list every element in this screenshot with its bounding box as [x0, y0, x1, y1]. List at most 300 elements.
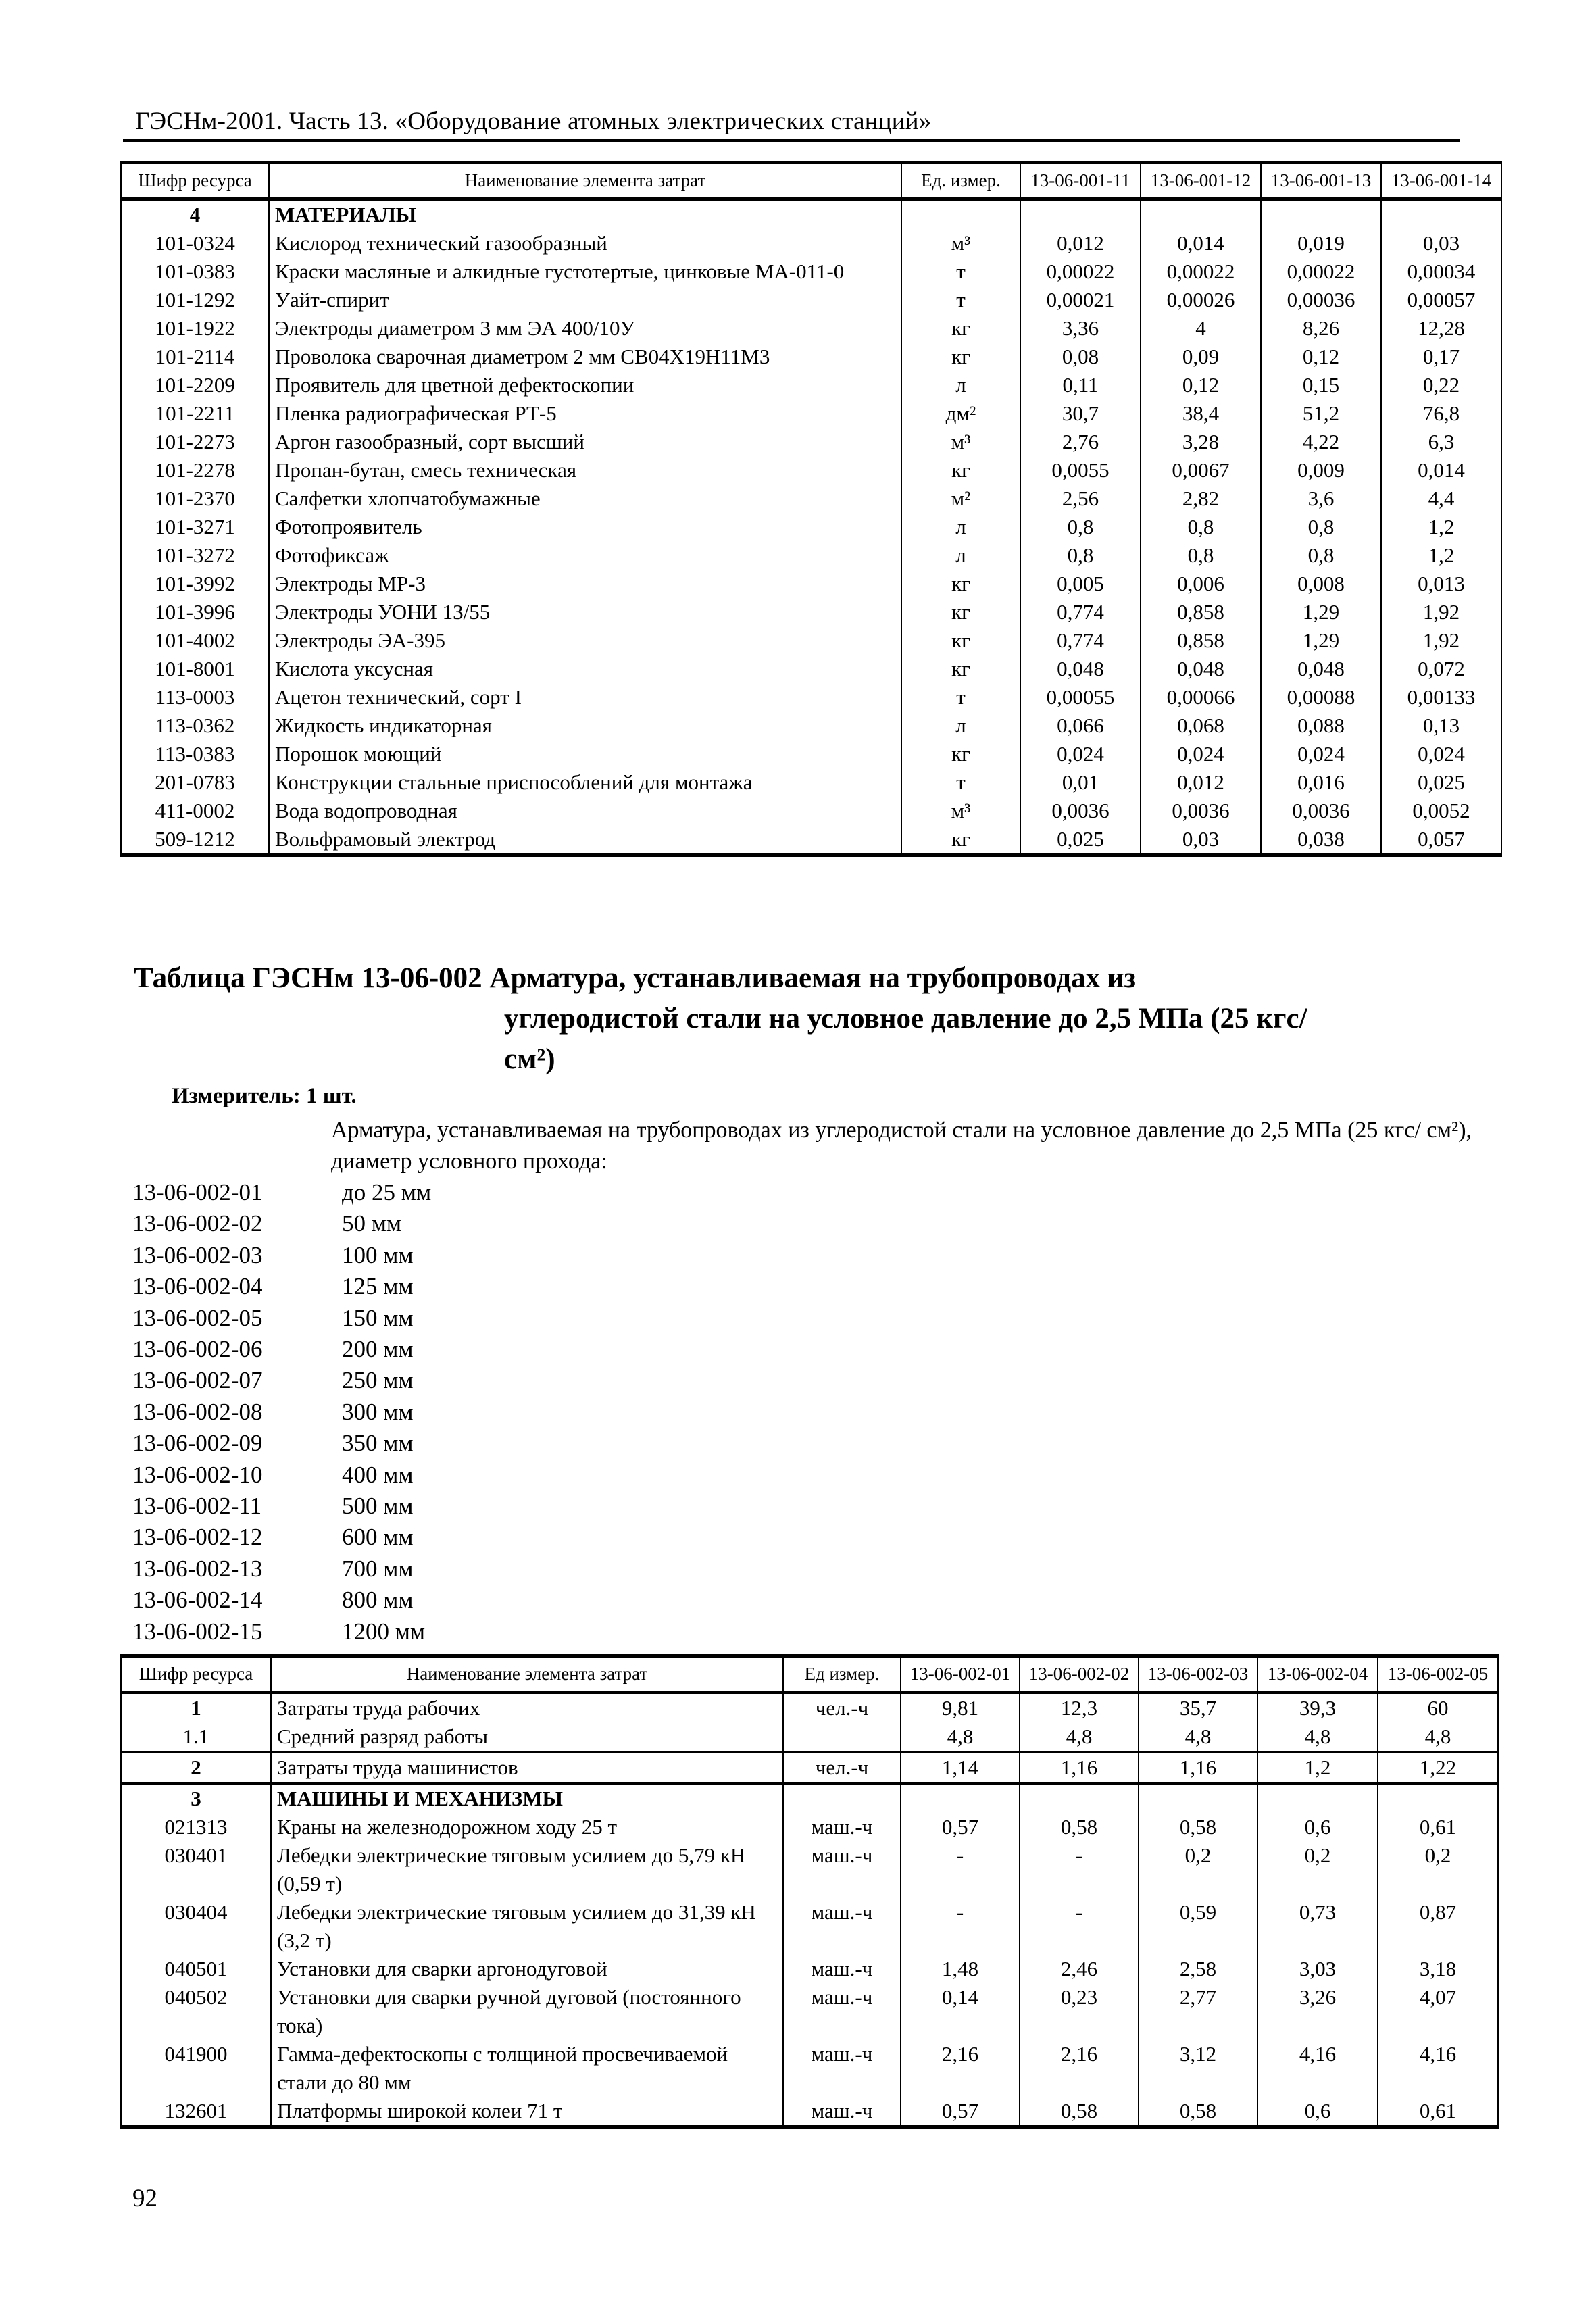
value-cell: 1,48 [901, 1955, 1020, 1983]
value-cell: 0,025 [1381, 768, 1501, 797]
variant-list [132, 1177, 431, 1647]
header-code: Шифр ресурса [121, 1656, 271, 1693]
resource-name: Кислота уксусная [269, 655, 901, 683]
value-cell [1141, 199, 1261, 230]
value-cell: 0,014 [1141, 229, 1261, 257]
value-cell: 0,8 [1141, 541, 1261, 570]
value-cell: 0,0055 [1020, 456, 1141, 484]
value-cell: - [901, 1898, 1020, 1955]
unit-cell: кг [901, 456, 1020, 484]
value-cell: 35,7 [1139, 1693, 1257, 1723]
resource-name: Пленка радиографическая РТ-5 [269, 399, 901, 428]
resource-code: 101-2370 [121, 484, 269, 513]
resource-name: Уайт-спирит [269, 286, 901, 314]
value-cell: 1,29 [1261, 626, 1381, 655]
value-cell: 0,2 [1139, 1841, 1257, 1898]
value-cell: 3,36 [1020, 314, 1141, 343]
value-cell [1020, 199, 1141, 230]
table-row [121, 598, 1501, 626]
resource-code: 040501 [121, 1955, 271, 1983]
table-row [121, 1898, 1498, 1955]
unit-cell [901, 199, 1020, 230]
resource-code: 1 [121, 1693, 271, 1723]
resource-code: 101-4002 [121, 626, 269, 655]
table-row [121, 2040, 1498, 2097]
value-cell: 2,46 [1020, 1955, 1139, 1983]
variant-item [132, 1177, 431, 1208]
unit-cell: кг [901, 626, 1020, 655]
variant-label: до 25 мм [342, 1179, 432, 1205]
value-cell: 0,00088 [1261, 683, 1381, 712]
resource-code: 411-0002 [121, 797, 269, 825]
page-number: 92 [132, 2185, 157, 2212]
resource-code: 132601 [121, 2097, 271, 2127]
variant-label: 250 мм [342, 1367, 414, 1394]
table-row [121, 1983, 1498, 2040]
resource-name: Электроды диаметром 3 мм ЭА 400/10У [269, 314, 901, 343]
variant-code: 13-06-002-03 [132, 1241, 263, 1268]
resource-name: Электроды МР-3 [269, 570, 901, 598]
value-cell: 0,57 [901, 1813, 1020, 1841]
table-title-line: углеродистой стали на условное давление до 2,5 МПа (25 кгс/ [504, 1003, 1307, 1035]
resource-code: 4 [121, 199, 269, 230]
norm-description: Арматура, устанавливаемая на трубопроводах из углеродистой стали на условное давление до 2,5 МПа (25 кгс/ см²), диаметр условного прохода: [331, 1118, 1472, 1174]
value-cell: 0,17 [1381, 343, 1501, 371]
resource-code: 030404 [121, 1898, 271, 1955]
table-row [121, 371, 1501, 399]
resource-code: 041900 [121, 2040, 271, 2097]
resource-code: 101-3271 [121, 513, 269, 541]
value-cell: 0,01 [1020, 768, 1141, 797]
variant-code: 13-06-002-12 [132, 1524, 263, 1551]
value-cell: 0,0052 [1381, 797, 1501, 825]
header-column: 13-06-002-05 [1378, 1656, 1498, 1693]
value-cell: 0,2 [1378, 1841, 1498, 1898]
value-cell: - [1020, 1841, 1139, 1898]
value-cell: 0,09 [1141, 343, 1261, 371]
resource-name: Краски масляные и алкидные густотертые, цинковые МА-011-0 [269, 257, 901, 286]
table-title [134, 958, 1418, 1080]
resource-name: Проявитель для цветной дефектоскопии [269, 371, 901, 399]
value-cell: 2,56 [1020, 484, 1141, 513]
resource-name: Конструкции стальные приспособлений для монтажа [269, 768, 901, 797]
resource-code: 101-3272 [121, 541, 269, 570]
value-cell: 0,87 [1378, 1898, 1498, 1955]
unit-cell: чел.-ч [783, 1752, 901, 1783]
value-cell: 0,03 [1381, 229, 1501, 257]
value-cell [1020, 1783, 1139, 1813]
unit-cell: л [901, 712, 1020, 740]
resource-code: 101-3992 [121, 570, 269, 598]
table-row [121, 1752, 1498, 1783]
value-cell: 0,11 [1020, 371, 1141, 399]
resource-code: 101-0383 [121, 257, 269, 286]
value-cell: 0,0036 [1141, 797, 1261, 825]
table-row [121, 229, 1501, 257]
unit-cell: маш.-ч [783, 1841, 901, 1898]
value-cell: 60 [1378, 1693, 1498, 1723]
value-cell: 0,858 [1141, 598, 1261, 626]
table-row [121, 541, 1501, 570]
variant-item [132, 1334, 431, 1365]
value-cell: 0,00021 [1020, 286, 1141, 314]
value-cell: 0,0067 [1141, 456, 1261, 484]
variant-code: 13-06-002-07 [132, 1367, 263, 1394]
value-cell: 0,08 [1020, 343, 1141, 371]
resource-code: 101-1292 [121, 286, 269, 314]
value-cell: 4,8 [1139, 1722, 1257, 1752]
table-body [121, 199, 1501, 855]
value-cell: 0,0036 [1020, 797, 1141, 825]
variant-label: 700 мм [342, 1555, 414, 1582]
value-cell: 38,4 [1141, 399, 1261, 428]
value-cell: 0,2 [1257, 1841, 1378, 1898]
unit-cell: кг [901, 740, 1020, 768]
value-cell: 1,14 [901, 1752, 1020, 1783]
resource-code: 3 [121, 1783, 271, 1813]
variant-code: 13-06-002-02 [132, 1210, 263, 1237]
value-cell: 0,068 [1141, 712, 1261, 740]
value-cell: 0,0036 [1261, 797, 1381, 825]
variant-item [132, 1428, 431, 1459]
value-cell: 3,18 [1378, 1955, 1498, 1983]
resource-code: 113-0003 [121, 683, 269, 712]
value-cell: 0,13 [1381, 712, 1501, 740]
value-cell: 2,76 [1020, 428, 1141, 456]
variant-item [132, 1397, 431, 1428]
resource-name: Лебедки электрические тяговым усилием до 5,79 кН (0,59 т) [271, 1841, 783, 1898]
table-row [121, 825, 1501, 855]
value-cell: 0,016 [1261, 768, 1381, 797]
value-cell: 1,92 [1381, 626, 1501, 655]
value-cell: - [901, 1841, 1020, 1898]
value-cell: 0,14 [901, 1983, 1020, 2040]
value-cell: 0,00133 [1381, 683, 1501, 712]
header-column: 13-06-001-11 [1020, 163, 1141, 199]
unit-cell: т [901, 768, 1020, 797]
value-cell: 0,012 [1141, 768, 1261, 797]
unit-cell: кг [901, 655, 1020, 683]
value-cell: 0,58 [1139, 1813, 1257, 1841]
unit-cell: дм² [901, 399, 1020, 428]
value-cell: 4,22 [1261, 428, 1381, 456]
value-cell: 0,00036 [1261, 286, 1381, 314]
resource-code: 101-2114 [121, 343, 269, 371]
value-cell: 0,019 [1261, 229, 1381, 257]
resource-name: Электроды ЭА-395 [269, 626, 901, 655]
header-column: 13-06-002-03 [1139, 1656, 1257, 1693]
resource-name: МАТЕРИАЛЫ [269, 199, 901, 230]
value-cell: 3,28 [1141, 428, 1261, 456]
value-cell: 1,29 [1261, 598, 1381, 626]
running-header: ГЭСНм-2001. Часть 13. «Оборудование атомных электрических станций» [135, 107, 932, 135]
resource-name: Ацетон технический, сорт I [269, 683, 901, 712]
table-row [121, 428, 1501, 456]
variant-item [132, 1616, 431, 1647]
resource-code: 201-0783 [121, 768, 269, 797]
unit-cell [783, 1722, 901, 1752]
variant-code: 13-06-002-05 [132, 1304, 263, 1331]
table-row [121, 712, 1501, 740]
table-row [121, 399, 1501, 428]
value-cell: 1,16 [1139, 1752, 1257, 1783]
resource-name: Вода водопроводная [269, 797, 901, 825]
resource-name: Кислород технический газообразный [269, 229, 901, 257]
value-cell [1378, 1783, 1498, 1813]
resource-name: МАШИНЫ И МЕХАНИЗМЫ [271, 1783, 783, 1813]
value-cell: 3,03 [1257, 1955, 1378, 1983]
resource-name: Краны на железнодорожном ходу 25 т [271, 1813, 783, 1841]
header-name: Наименование элемента затрат [269, 163, 901, 199]
unit-cell: кг [901, 570, 1020, 598]
resource-name: Порошок моющий [269, 740, 901, 768]
table-row [121, 1693, 1498, 1723]
table-header-row [121, 1656, 1498, 1693]
value-cell: 0,57 [901, 2097, 1020, 2127]
table-row [121, 1722, 1498, 1752]
table-row [121, 513, 1501, 541]
value-cell: 2,77 [1139, 1983, 1257, 2040]
table-title-line: см²) [504, 1043, 555, 1075]
measure-unit: Измеритель: 1 шт. [172, 1084, 357, 1108]
table-row [121, 1955, 1498, 1983]
value-cell: 0,014 [1381, 456, 1501, 484]
value-cell: 3,26 [1257, 1983, 1378, 2040]
header-column: 13-06-002-01 [901, 1656, 1020, 1693]
value-cell: 0,048 [1141, 655, 1261, 683]
value-cell: 1,2 [1257, 1752, 1378, 1783]
value-cell: 2,16 [901, 2040, 1020, 2097]
value-cell [1257, 1783, 1378, 1813]
unit-cell: т [901, 286, 1020, 314]
value-cell [901, 1783, 1020, 1813]
variant-code: 13-06-002-04 [132, 1273, 263, 1300]
resource-name: Установки для сварки аргонодуговой [271, 1955, 783, 1983]
variant-label: 400 мм [342, 1461, 414, 1488]
section-row [121, 1783, 1498, 1813]
variant-item [132, 1208, 431, 1239]
variant-item [132, 1365, 431, 1396]
value-cell: 0,013 [1381, 570, 1501, 598]
resource-name: Электроды УОНИ 13/55 [269, 598, 901, 626]
unit-cell: маш.-ч [783, 1983, 901, 2040]
resource-name: Платформы широкой колеи 71 т [271, 2097, 783, 2127]
value-cell: 0,12 [1141, 371, 1261, 399]
header-column: 13-06-002-04 [1257, 1656, 1378, 1693]
materials-table-13-06-001 [120, 161, 1502, 857]
value-cell: 0,024 [1261, 740, 1381, 768]
resource-name: Фотопроявитель [269, 513, 901, 541]
table-row [121, 1841, 1498, 1898]
resource-name: Фотофиксаж [269, 541, 901, 570]
value-cell: 0,8 [1141, 513, 1261, 541]
value-cell: 0,00022 [1141, 257, 1261, 286]
unit-cell: м³ [901, 428, 1020, 456]
resource-name: Жидкость индикаторная [269, 712, 901, 740]
table-row [121, 768, 1501, 797]
resource-code: 101-0324 [121, 229, 269, 257]
value-cell: 4,8 [1257, 1722, 1378, 1752]
resource-code: 2 [121, 1752, 271, 1783]
value-cell: 51,2 [1261, 399, 1381, 428]
value-cell: 0,00057 [1381, 286, 1501, 314]
value-cell: 0,009 [1261, 456, 1381, 484]
value-cell: 2,16 [1020, 2040, 1139, 2097]
resource-name: Пропан-бутан, смесь техническая [269, 456, 901, 484]
variant-item [132, 1271, 431, 1302]
table-row [121, 655, 1501, 683]
variant-label: 50 мм [342, 1210, 402, 1237]
resource-code: 101-2209 [121, 371, 269, 399]
value-cell: 0,024 [1381, 740, 1501, 768]
header-unit: Ед измер. [783, 1656, 901, 1693]
resource-code: 113-0362 [121, 712, 269, 740]
value-cell: 0,15 [1261, 371, 1381, 399]
value-cell: 0,024 [1020, 740, 1141, 768]
value-cell: 0,58 [1020, 1813, 1139, 1841]
table-row [121, 797, 1501, 825]
table-body [121, 1693, 1498, 2127]
value-cell: 0,072 [1381, 655, 1501, 683]
unit-cell: маш.-ч [783, 1955, 901, 1983]
value-cell [1139, 1783, 1257, 1813]
table-title-line: Таблица ГЭСНм 13-06-002 Арматура, устанавливаемая на трубопроводах из [134, 962, 1136, 994]
value-cell: 4,16 [1378, 2040, 1498, 2097]
value-cell: 0,057 [1381, 825, 1501, 855]
unit-cell: м² [901, 484, 1020, 513]
value-cell: 0,8 [1020, 513, 1141, 541]
value-cell: 0,774 [1020, 598, 1141, 626]
header-column: 13-06-001-14 [1381, 163, 1501, 199]
value-cell: 0,59 [1139, 1898, 1257, 1955]
unit-cell: кг [901, 825, 1020, 855]
value-cell: 0,73 [1257, 1898, 1378, 1955]
unit-cell: м³ [901, 797, 1020, 825]
variant-label: 300 мм [342, 1398, 414, 1425]
value-cell: 0,00026 [1141, 286, 1261, 314]
variant-code: 13-06-002-08 [132, 1398, 263, 1425]
variant-label: 100 мм [342, 1241, 414, 1268]
value-cell: 0,12 [1261, 343, 1381, 371]
value-cell: 0,048 [1020, 655, 1141, 683]
value-cell: 0,008 [1261, 570, 1381, 598]
variant-code: 13-06-002-01 [132, 1179, 263, 1205]
value-cell: 0,00022 [1020, 257, 1141, 286]
value-cell: 4,8 [901, 1722, 1020, 1752]
variant-label: 600 мм [342, 1524, 414, 1551]
value-cell: 2,82 [1141, 484, 1261, 513]
value-cell: 3,6 [1261, 484, 1381, 513]
variant-code: 13-06-002-10 [132, 1461, 263, 1488]
variant-code: 13-06-002-13 [132, 1555, 263, 1582]
variant-item [132, 1460, 431, 1491]
variant-label: 500 мм [342, 1493, 414, 1520]
value-cell: 12,28 [1381, 314, 1501, 343]
resource-code: 030401 [121, 1841, 271, 1898]
value-cell: 0,6 [1257, 2097, 1378, 2127]
value-cell: 0,00034 [1381, 257, 1501, 286]
resource-name: Салфетки хлопчатобумажные [269, 484, 901, 513]
value-cell: 0,6 [1257, 1813, 1378, 1841]
value-cell: 0,774 [1020, 626, 1141, 655]
value-cell: 1,2 [1381, 541, 1501, 570]
value-cell: 0,006 [1141, 570, 1261, 598]
value-cell: 0,088 [1261, 712, 1381, 740]
unit-cell: т [901, 683, 1020, 712]
variant-item [132, 1553, 431, 1585]
resource-code: 021313 [121, 1813, 271, 1841]
variant-code: 13-06-002-09 [132, 1430, 263, 1457]
variant-item [132, 1240, 431, 1271]
header-code: Шифр ресурса [121, 163, 269, 199]
resource-name: Затраты труда машинистов [271, 1752, 783, 1783]
unit-cell: кг [901, 343, 1020, 371]
header-rule [123, 139, 1460, 142]
value-cell: 1,2 [1381, 513, 1501, 541]
unit-cell [783, 1783, 901, 1813]
resource-name: Установки для сварки ручной дуговой (постоянного тока) [271, 1983, 783, 2040]
resource-code: 509-1212 [121, 825, 269, 855]
value-cell: 0,00022 [1261, 257, 1381, 286]
value-cell: 12,3 [1020, 1693, 1139, 1723]
value-cell: 0,858 [1141, 626, 1261, 655]
value-cell: 0,8 [1261, 513, 1381, 541]
value-cell: 76,8 [1381, 399, 1501, 428]
value-cell: 9,81 [901, 1693, 1020, 1723]
value-cell: 0,025 [1020, 825, 1141, 855]
variant-label: 1200 мм [342, 1618, 426, 1645]
resource-code: 101-2278 [121, 456, 269, 484]
value-cell: 0,066 [1020, 712, 1141, 740]
value-cell: 0,005 [1020, 570, 1141, 598]
variant-label: 200 мм [342, 1336, 414, 1363]
resource-code: 113-0383 [121, 740, 269, 768]
value-cell: 4,07 [1378, 1983, 1498, 2040]
table-row [121, 1813, 1498, 1841]
value-cell: 4,8 [1020, 1722, 1139, 1752]
value-cell: 1,16 [1020, 1752, 1139, 1783]
value-cell: 30,7 [1020, 399, 1141, 428]
value-cell: 4,8 [1378, 1722, 1498, 1752]
value-cell: 4,4 [1381, 484, 1501, 513]
value-cell: 0,58 [1020, 2097, 1139, 2127]
unit-cell: л [901, 541, 1020, 570]
value-cell: 6,3 [1381, 428, 1501, 456]
value-cell: 0,23 [1020, 1983, 1139, 2040]
resource-code: 101-3996 [121, 598, 269, 626]
value-cell: 0,58 [1139, 2097, 1257, 2127]
value-cell: 8,26 [1261, 314, 1381, 343]
header-unit: Ед. измер. [901, 163, 1020, 199]
value-cell: 0,8 [1261, 541, 1381, 570]
unit-cell: л [901, 371, 1020, 399]
unit-cell: маш.-ч [783, 2097, 901, 2127]
table-row [121, 314, 1501, 343]
value-cell: 0,024 [1141, 740, 1261, 768]
value-cell: 0,038 [1261, 825, 1381, 855]
resource-name: Средний разряд работы [271, 1722, 783, 1752]
value-cell: 4,16 [1257, 2040, 1378, 2097]
value-cell: 0,22 [1381, 371, 1501, 399]
table-row [121, 484, 1501, 513]
value-cell: 2,58 [1139, 1955, 1257, 1983]
unit-cell: маш.-ч [783, 1898, 901, 1955]
value-cell: 4 [1141, 314, 1261, 343]
variant-code: 13-06-002-06 [132, 1336, 263, 1363]
variant-label: 150 мм [342, 1304, 414, 1331]
variant-code: 13-06-002-15 [132, 1618, 263, 1645]
unit-cell: кг [901, 598, 1020, 626]
